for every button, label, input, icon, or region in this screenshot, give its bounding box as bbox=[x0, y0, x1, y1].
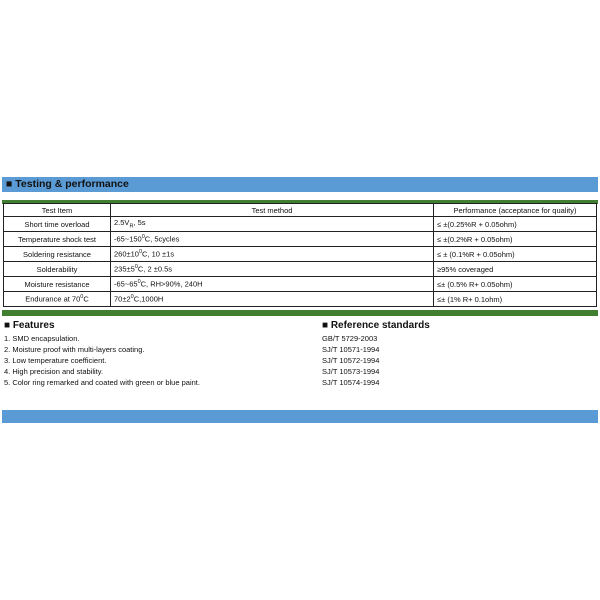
list-item: 4. High precision and stability. bbox=[4, 367, 104, 376]
test-method-cell: $235\pm 5^0C$, 2 ±0.5s bbox=[111, 262, 434, 277]
test-item-cell: Solderability bbox=[4, 262, 111, 277]
section-title: ■ Testing & performance bbox=[6, 178, 129, 190]
test-method-cell: $2.5V_R$, 5s bbox=[111, 217, 434, 232]
test-method-cell: $260\pm 10^0C$, 10 ±1s bbox=[111, 247, 434, 262]
test-method-cell: $-65\sim 65^0C$, RH>90%, 240H bbox=[111, 277, 434, 292]
footer-bar bbox=[2, 410, 598, 423]
table-row bbox=[4, 217, 597, 232]
list-item: SJ/T 10573-1994 bbox=[322, 367, 380, 376]
list-item: 2. Moisture proof with multi-layers coating. bbox=[4, 345, 145, 354]
list-item: SJ/T 10574-1994 bbox=[322, 378, 380, 387]
table-row bbox=[4, 292, 597, 307]
performance-cell: ≤± (1% R+ 0.1ohm) bbox=[434, 292, 597, 307]
features-heading: ■ Features bbox=[4, 320, 55, 331]
test-method-cell: $-65\sim 150^0C$, 5cycles bbox=[111, 232, 434, 247]
test-method-cell: $70\pm 2^0C,1000H$ bbox=[111, 292, 434, 307]
table-bottom-rule bbox=[2, 310, 598, 316]
test-item-cell: Temperature shock test bbox=[4, 232, 111, 247]
reference-standards-list bbox=[322, 333, 379, 388]
table-header-row bbox=[4, 204, 597, 217]
list-item: SJ/T 10572-1994 bbox=[322, 356, 380, 365]
list-item: 5. Color ring remarked and coated with green or blue paint. bbox=[4, 378, 200, 387]
table-row bbox=[4, 277, 597, 292]
performance-cell: ≥95% coveraged bbox=[434, 262, 597, 277]
test-item-cell: Short time overload bbox=[4, 217, 111, 232]
performance-cell: ≤ ± (0.1%R + 0.05ohm) bbox=[434, 247, 597, 262]
table-row bbox=[4, 262, 597, 277]
column-header-test-item: Test Item bbox=[4, 204, 111, 217]
performance-cell: ≤± (0.5% R+ 0.05ohm) bbox=[434, 277, 597, 292]
performance-table bbox=[3, 203, 597, 307]
performance-cell: ≤ ±(0.2%R + 0.05ohm) bbox=[434, 232, 597, 247]
list-item: 1. SMD encapsulation. bbox=[4, 334, 80, 343]
list-item: 3. Low temperature coefficient. bbox=[4, 356, 107, 365]
features-list bbox=[4, 333, 200, 388]
list-item: SJ/T 10571-1994 bbox=[322, 345, 380, 354]
table-row bbox=[4, 247, 597, 262]
test-item-cell: Endurance at $70^0C$ bbox=[4, 292, 111, 307]
test-item-cell: Soldering resistance bbox=[4, 247, 111, 262]
list-item: GB/T 5729-2003 bbox=[322, 334, 378, 343]
reference-standards-heading: ■ Reference standards bbox=[322, 320, 430, 331]
column-header-test-method: Test method bbox=[111, 204, 434, 217]
performance-cell: ≤ ±(0.25%R + 0.05ohm) bbox=[434, 217, 597, 232]
table-row bbox=[4, 232, 597, 247]
test-item-cell: Moisture resistance bbox=[4, 277, 111, 292]
column-header-performance: Performance (acceptance for quality) bbox=[434, 204, 597, 217]
